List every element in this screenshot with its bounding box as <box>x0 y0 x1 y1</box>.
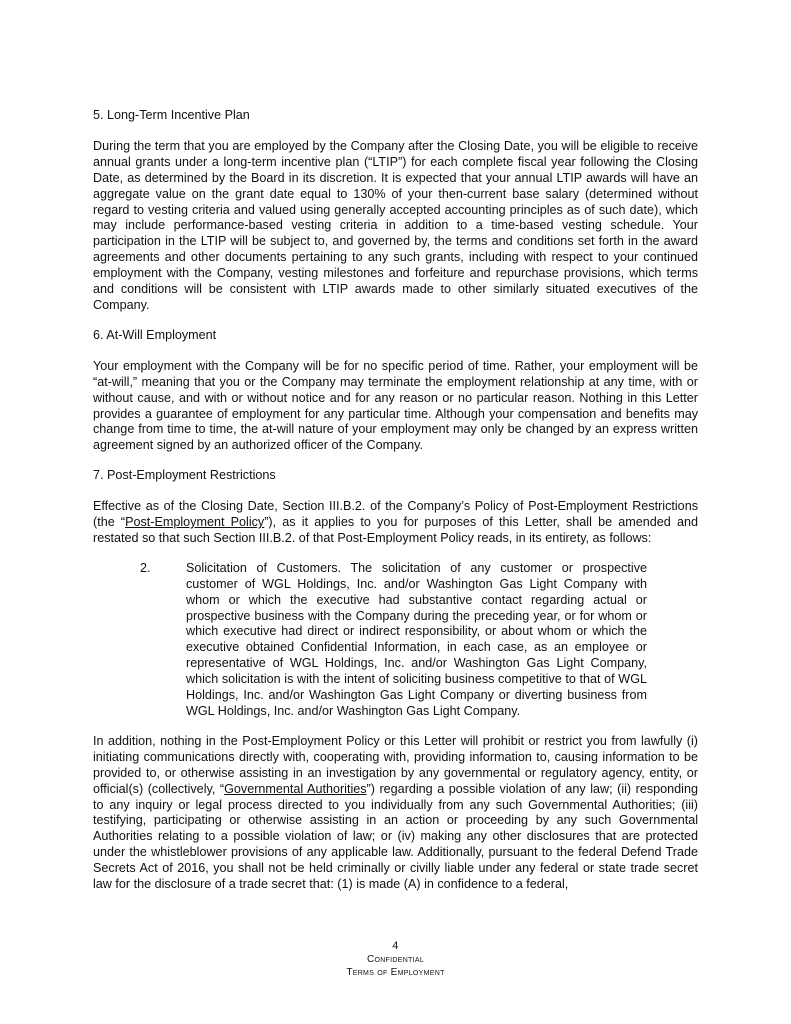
quoted-provision-text: Solicitation of Customers. The solicitation of any customer or prospective customer of WGL Holdings, Inc. and/or Washington Gas Light Company with whom or which the executive had substantive contact regarding actual or prospective business with the Company during the preceding year, or for whom or which executive had direct or indirect responsibility, or about whom or which the executive obtained Confidential Information, in each case, as an employee or representative of WGL Holdings, Inc. and/or Washington Gas Light Company, which solicitation is with the intent of soliciting business competitive to that of WGL Holdings, Inc. and/or Washington Gas Light Company or diverting business from WGL Holdings, Inc. and/or Washington Gas Light Company. <box>186 560 647 718</box>
quoted-provision-number: 2. <box>140 560 151 575</box>
text-run: Effective as of the Closing Date, Section III.B.2. of the Company’s Policy of Post-Employment Restrictions (the “ <box>93 499 698 530</box>
section-5-heading: 5. Long-Term Incentive Plan <box>93 108 250 122</box>
section-6-heading: 6. At-Will Employment <box>93 327 217 342</box>
defined-term: Governmental Authorities <box>224 781 367 796</box>
defined-term: Post-Employment Policy <box>125 515 265 530</box>
footer-title: Terms of Employment <box>346 967 445 978</box>
text-run: ”), as it applies to you for purposes of this Letter, shall be amended and restated so that such Section III.B.2. of that Post-Employment Policy reads, in its entirety, as follows: <box>93 515 698 545</box>
section-5-paragraph: During the term that you are employed by the Company after the Closing Date, you will be eligible to receive annual grants under a long-term incentive plan (“LTIP”) for each complete fiscal year following the Closing Date, as determined by the Board in its discretion. It is expected that your annual LTIP awards will have an aggregate value on the grant date equal to 130% of your then-current base salary (determined without regard to vesting criteria and valued using generally accepted accounting principles as of such date), which may include performance-based vesting criteria in addition to a time-based vesting schedule. Your participation in the LTIP will be subject to, and governed by, the terms and conditions set forth in the award agreements and other documents pertaining to any such grants, including with respect to your continued employment with the Company, vesting milestones and forfeiture and repurchase provisions, which terms and conditions will be consistent with LTIP awards made to other similarly situated executives of the Company. <box>93 138 698 312</box>
section-7-paragraph-1 <box>93 499 698 547</box>
text-run: In addition, nothing in the Post-Employment Policy or this Letter will prohibit or restrict you from lawfully (i) initiating communications directly with, cooperating with, providing information to, causing information to be provided to, or otherwise assisting in an investigation by any governmental or regulatory agency, entity, or official(s) (collectively, “ <box>93 733 698 796</box>
page-footer <box>0 940 791 979</box>
text-run: ”) regarding a possible violation of any law; (ii) responding to any inquiry or legal process directed to you individually from any such Governmental Authorities; (iii) testifying, participating or otherwise assisting in an action or proceeding by any such Governmental Authorities relating to a possible violation of law; or (iv) making any other disclosures that are protected under the whistleblower provisions of any applicable law. Additionally, pursuant to the federal Defend Trade Secrets Act of 2016, you shall not be held criminally or civilly liable under any federal or state trade secret law for the disclosure of a trade secret that: (1) is made (A) in confidence to a federal, <box>93 781 698 892</box>
page-number: 4 <box>392 940 399 952</box>
quoted-provision <box>93 561 698 720</box>
document-body <box>93 108 698 907</box>
section-7-heading: 7. Post-Employment Restrictions <box>93 468 276 483</box>
section-6-paragraph: Your employment with the Company will be for no specific period of time. Rather, your employment will be “at-will,” meaning that you or the Company may terminate the employment relationship at any time, with or without cause, and with or without notice and for any reason or no particular reason. Nothing in this Letter provides a guarantee of employment for any particular time. Although your compensation and benefits may change from time to time, the at-will nature of your employment may only be changed by an express written agreement signed by an authorized officer of the Company. <box>93 358 698 453</box>
section-7-paragraph-2 <box>93 734 698 893</box>
footer-confidential: Confidential <box>366 954 425 965</box>
